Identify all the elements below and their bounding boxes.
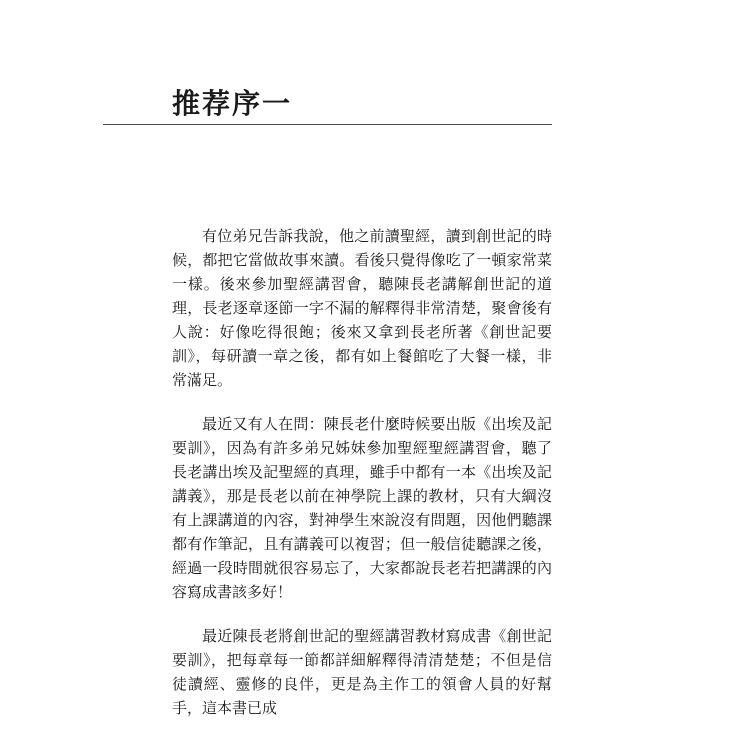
paragraph-1: 有位弟兄告訴我說，他之前讀聖經，讀到創世記的時候，都把它當做故事來讀。看後只覺得像吃了一頓家常菜一樣。後來參加聖經講習會，聽陳長老講解創世記的道理，長老逐章逐節一字不漏的解釋得非常清楚，聚會後有人說：好像吃得很飽；後來又拿到長老所著《創世記要訓》，每研讀一章之後，都有如上餐館吃了大餐一樣，非常滿足。 [172,227,552,389]
paragraph-2: 最近又有人在問：陳長老什麼時候要出版《出埃及記要訓》，因為有許多弟兄姊妹參加聖經聖經講習會，聽了長老講出埃及記聖經的真理，雖手中都有一本《出埃及記講義》，那是長老以前在神學院上課的教材，只有大綱沒有上課講道的內容，對神學生來說沒有問題，因他們聽課都有作筆記，且有講義可以複習；但一般信徒聽課之後，經過一段時間就很容易忘了，大家都說長老若把講課的內容寫成書該多好！ [172,415,552,601]
paragraph-3: 最近陳長老將創世記的聖經講習教材寫成書《創世記要訓》，把每章每一節都詳細解釋得清清楚楚；不但是信徒讀經、靈修的良伴，更是為主作工的領會人員的好幫手，這本書已成 [172,627,552,717]
title-divider [103,124,552,125]
body-text [172,224,552,740]
page-title: 推荐序一 [172,87,293,120]
